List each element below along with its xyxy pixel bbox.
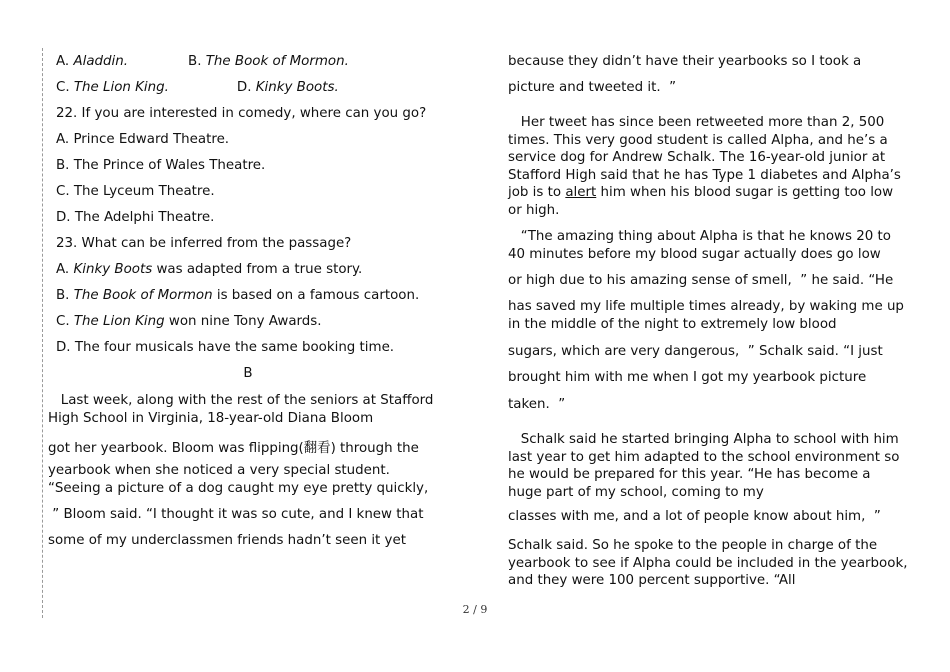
passage-paragraph-5: Schalk said. So he spoke to the people in charge of the yearbook to see if Alpha could be included in the yearbook, and they were 100 percent supportive. “All — [508, 538, 908, 588]
q23-option-c — [48, 314, 322, 329]
passage-paragraph-3: “The amazing thing about Alpha is that he knows 20 to 40 minutes before my blood sugar actually does go low — [508, 229, 891, 262]
q21-option-c-letter: C. — [56, 80, 74, 95]
q23-option-a-rest: was adapted from a true story. — [152, 262, 363, 277]
q21-option-b: The Book of Mormon. — [205, 54, 349, 69]
q21-option-d: Kinky Boots. — [255, 80, 339, 95]
q21-option-b-letter: B. — [188, 54, 206, 69]
q23-option-b — [48, 288, 419, 303]
binding-margin-line — [42, 48, 43, 618]
q23-option-c-title: The Lion King — [73, 314, 165, 329]
q23-question: 23. What can be inferred from the passage? — [56, 236, 352, 251]
passage-paragraph-3-cont: has saved my life multiple times already, by waking me up in the middle of the night to extremely low blood — [508, 299, 904, 332]
q23-option-a-letter: A. — [56, 262, 74, 277]
q21-options-row-1 — [48, 54, 349, 69]
passage-line: got her yearbook. Bloom was flipping(翻看) through the — [48, 441, 419, 456]
q23-option-b-rest: is based on a famous cartoon. — [212, 288, 420, 303]
q22-option-a: A. Prince Edward Theatre. — [56, 132, 230, 147]
q22-option-c: C. The Lyceum Theatre. — [56, 184, 215, 199]
passage-line: brought him with me when I got my yearbook picture — [508, 370, 867, 385]
q22-option-d: D. The Adelphi Theatre. — [56, 210, 215, 225]
passage-line: some of my underclassmen friends hadn’t seen it yet — [48, 533, 406, 548]
q23-option-b-title: The Book of Mormon — [73, 288, 213, 303]
q21-options-row-2 — [48, 80, 339, 95]
q23-option-c-rest: won nine Tony Awards. — [164, 314, 322, 329]
q21-option-a-letter: A. — [56, 54, 74, 69]
passage-paragraph-4: Schalk said he started bringing Alpha to school with him last year to get him adapted to the school environment so he would be prepared for this year. “He has become a huge part of my school, coming to my — [508, 432, 900, 500]
q23-option-a-title: Kinky Boots — [73, 262, 153, 277]
passage-line: ” Bloom said. “I thought it was so cute, and I knew that — [48, 507, 424, 522]
underlined-word: alert — [565, 185, 597, 200]
passage-paragraph-1-cont: yearbook when she noticed a very special student. “Seeing a picture of a dog caught my eye pretty quickly, — [48, 463, 429, 496]
passage-line: because they didn’t have their yearbooks so I took a — [508, 54, 862, 69]
passage-line: sugars, which are very dangerous, ” Schalk said. “I just — [508, 344, 883, 359]
q21-option-a: Aladdin. — [73, 54, 129, 69]
q23-option-b-letter: B. — [56, 288, 74, 303]
paragraph-2-end: him when his blood sugar is getting too low or high. — [508, 185, 894, 218]
q22-option-b: B. The Prince of Wales Theatre. — [56, 158, 266, 173]
q21-option-d-letter: D. — [236, 80, 256, 95]
passage-paragraph-1: Last week, along with the rest of the seniors at Stafford High School in Virginia, 18-year-old Diana Bloom — [48, 393, 434, 426]
page-number: 2 / 9 — [462, 603, 488, 616]
paragraph-2-text: Her tweet has since been retweeted more than 2, 500 times. This very good student is called Alpha, and he’s a service dog for Andrew Schalk. The 16-year-old junior at Stafford High said that he has Type 1 diabetes and Alpha’s job is to — [508, 115, 901, 200]
q23-option-c-letter: C. — [56, 314, 74, 329]
passage-line: or high due to his amazing sense of smell, ” he said. “He — [508, 273, 894, 288]
passage-line: taken. ” — [508, 397, 566, 412]
section-label: B — [243, 366, 253, 381]
q21-option-c: The Lion King. — [73, 80, 169, 95]
passage-paragraph-2 — [508, 114, 908, 219]
q22-question: 22. If you are interested in comedy, where can you go? — [56, 106, 427, 121]
passage-line: picture and tweeted it. ” — [508, 80, 677, 95]
passage-line: classes with me, and a lot of people know about him, ” — [508, 509, 881, 524]
q23-option-d: D. The four musicals have the same booking time. — [56, 340, 395, 355]
q23-option-a — [48, 262, 362, 277]
